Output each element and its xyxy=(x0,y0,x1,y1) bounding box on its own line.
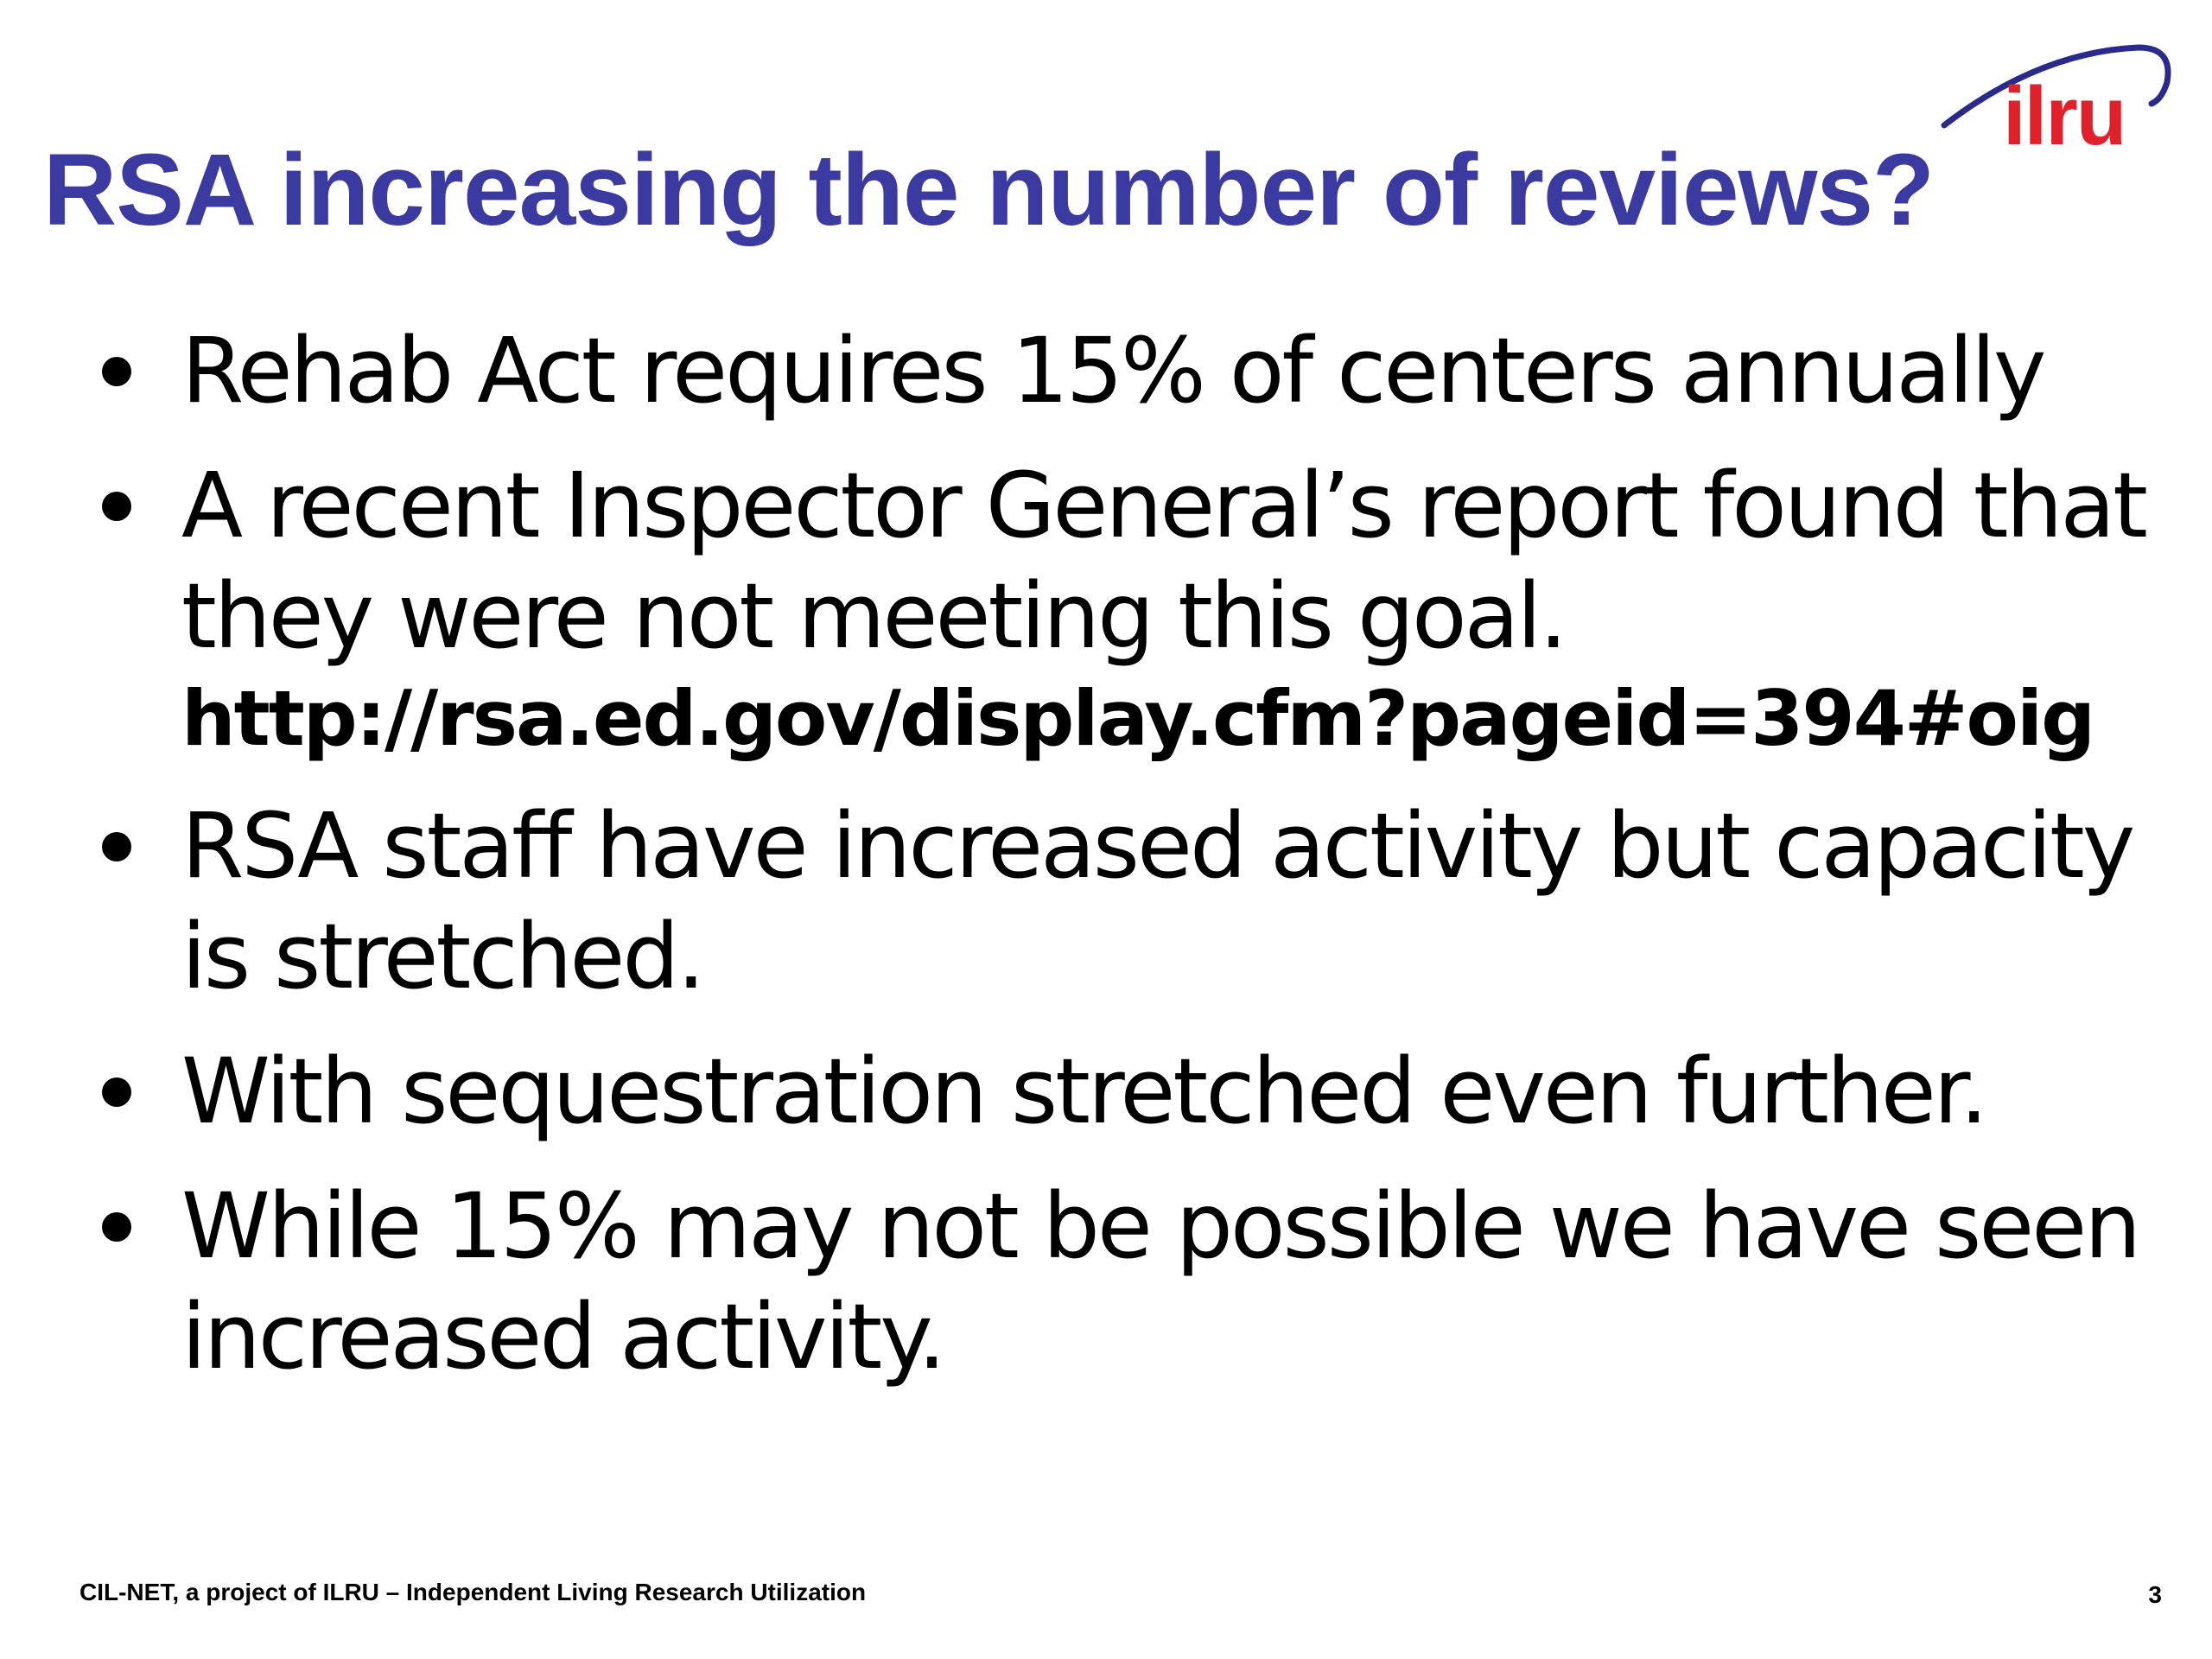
bullet-item xyxy=(95,450,2186,766)
ilru-logo xyxy=(1936,35,2177,164)
bullet-dot-icon xyxy=(102,832,131,861)
bullet-text: RSA staff have increased activity but capacity is stretched. xyxy=(181,793,2133,1009)
bullet-dot-icon xyxy=(102,357,131,386)
bullet-dot-icon xyxy=(102,1077,131,1107)
logo-text: ilru xyxy=(2003,70,2126,162)
slide-footer: CIL-NET, a project of ILRU – Independent Living Research Utilization xyxy=(79,1579,867,1605)
slide-title: RSA increasing the number of reviews? xyxy=(43,133,1935,247)
bullet-item xyxy=(95,791,2186,1012)
bullet-text: With sequestration stretched even further. xyxy=(181,1039,1986,1144)
page-number: 3 xyxy=(2148,1581,2162,1608)
bullet-dot-icon xyxy=(102,1212,131,1242)
bullet-list xyxy=(95,315,2186,1416)
bullet-text: While 15% may not be possible we have seen increased activity. xyxy=(181,1173,2139,1389)
bullet-text: A recent Inspector General’s report found that they were not meeting this goal. xyxy=(181,453,2145,669)
bullet-item xyxy=(95,1036,2186,1147)
bullet-item xyxy=(95,1171,2186,1392)
bullet-text: Rehab Act requires 15% of centers annually xyxy=(181,318,2044,423)
bullet-item xyxy=(95,315,2186,426)
bullet-dot-icon xyxy=(102,492,131,521)
oig-report-link[interactable]: http://rsa.ed.gov/display.cfm?pageid=394#oig xyxy=(181,674,2094,763)
